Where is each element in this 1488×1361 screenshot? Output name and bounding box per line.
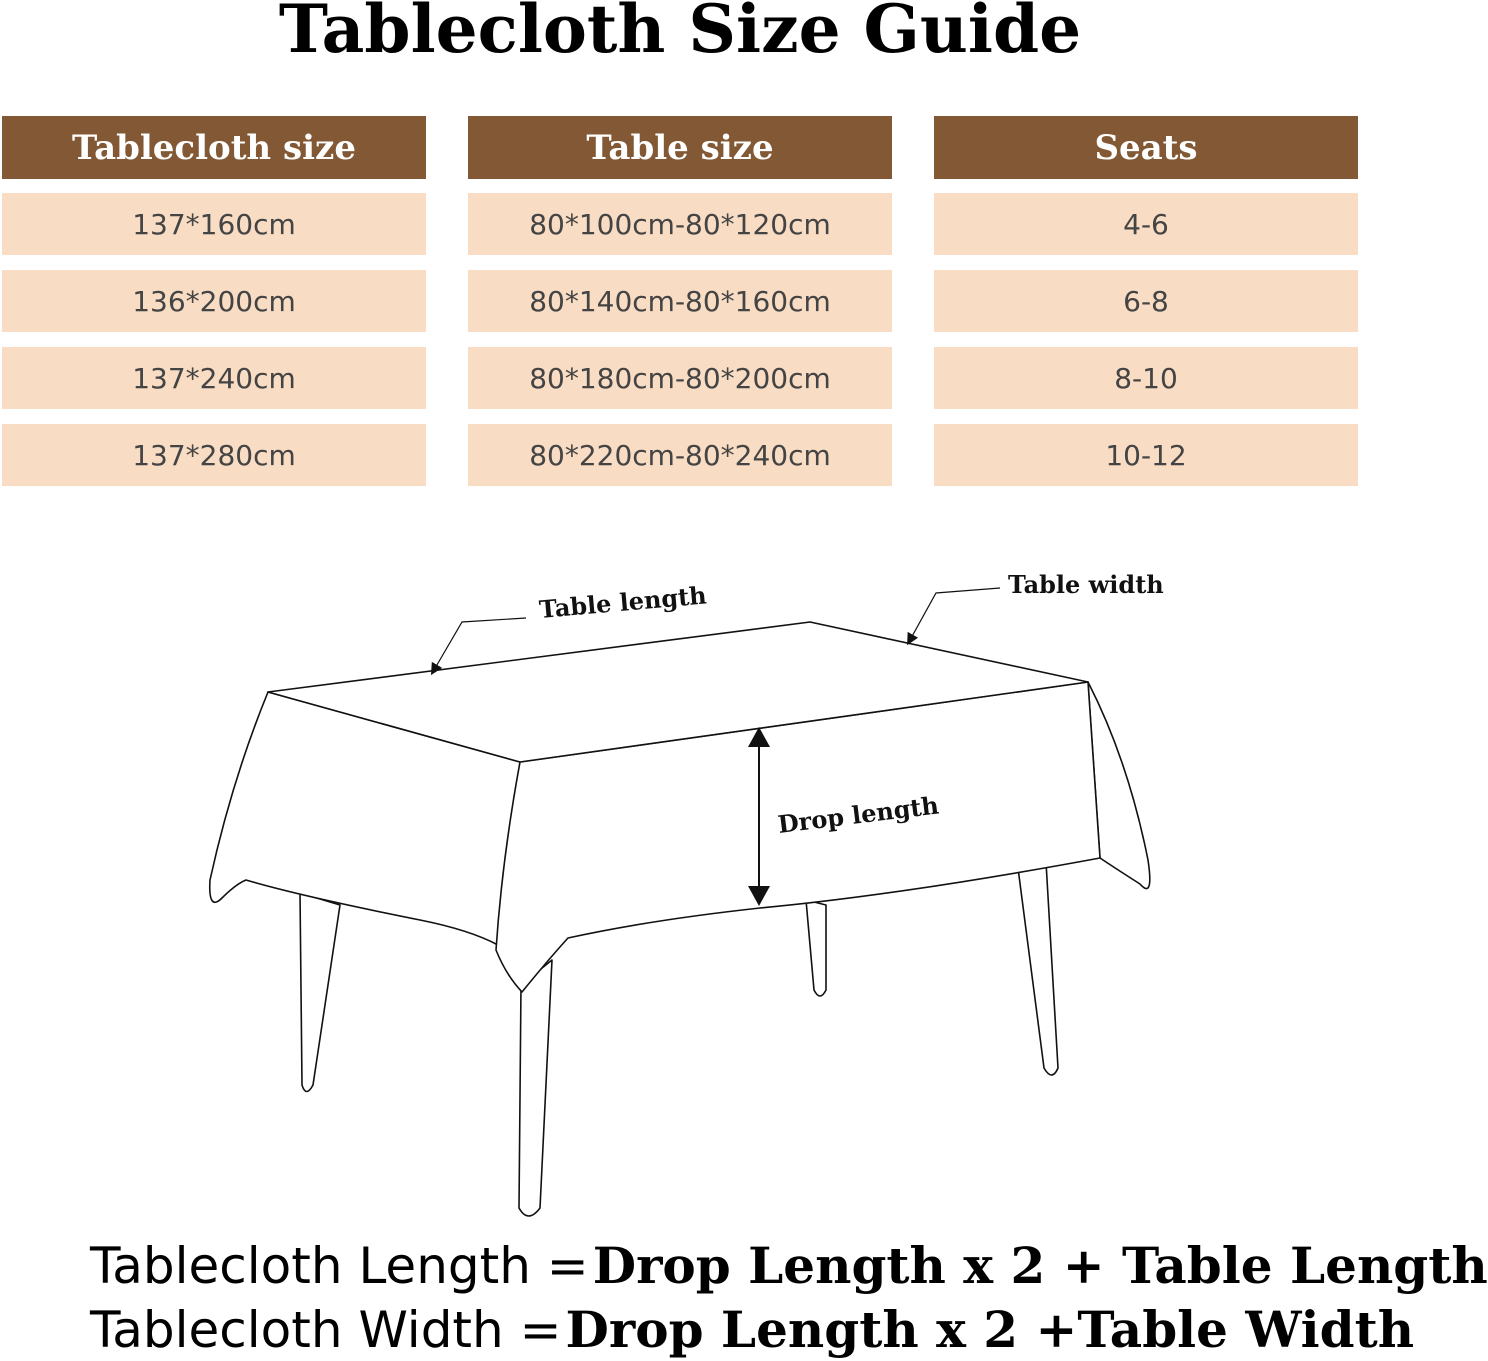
length-formula-lhs: Tablecloth Length = bbox=[90, 1237, 589, 1295]
table-width-label: Table width bbox=[1008, 570, 1164, 599]
table-leg bbox=[806, 900, 826, 996]
table-drawing bbox=[210, 622, 1150, 1216]
table-cell: 80*180cm-80*200cm bbox=[468, 347, 892, 409]
table-cell: 80*220cm-80*240cm bbox=[468, 424, 892, 486]
header-table-size: Table size bbox=[468, 116, 892, 179]
table-width-arrow bbox=[910, 588, 1000, 640]
table-cell: 80*100cm-80*120cm bbox=[468, 193, 892, 255]
table-cell: 137*280cm bbox=[2, 424, 426, 486]
table-leg bbox=[1018, 862, 1058, 1075]
width-formula-lhs: Tablecloth Width = bbox=[90, 1301, 562, 1359]
table-cell: 6-8 bbox=[934, 270, 1358, 332]
table-length-label: Table length bbox=[537, 580, 708, 624]
header-seats: Seats bbox=[934, 116, 1358, 179]
table-leg bbox=[300, 893, 340, 1092]
width-formula-rhs: Drop Length x 2 +Table Width bbox=[565, 1300, 1415, 1359]
table-cell: 137*240cm bbox=[2, 347, 426, 409]
header-tablecloth-size: Tablecloth size bbox=[2, 116, 426, 179]
drop-length-label: Drop length bbox=[776, 790, 941, 839]
table-cell: 10-12 bbox=[934, 424, 1358, 486]
length-formula-rhs: Drop Length x 2 + Table Length bbox=[592, 1236, 1488, 1295]
width-formula bbox=[90, 1300, 1414, 1359]
table-leg bbox=[519, 960, 552, 1216]
table-cell: 8-10 bbox=[934, 347, 1358, 409]
length-formula bbox=[90, 1236, 1488, 1295]
table-cell: 4-6 bbox=[934, 193, 1358, 255]
table-cell: 80*140cm-80*160cm bbox=[468, 270, 892, 332]
table-cell: 136*200cm bbox=[2, 270, 426, 332]
page-title: Tablecloth Size Guide bbox=[278, 0, 1082, 68]
table-cell: 137*160cm bbox=[2, 193, 426, 255]
